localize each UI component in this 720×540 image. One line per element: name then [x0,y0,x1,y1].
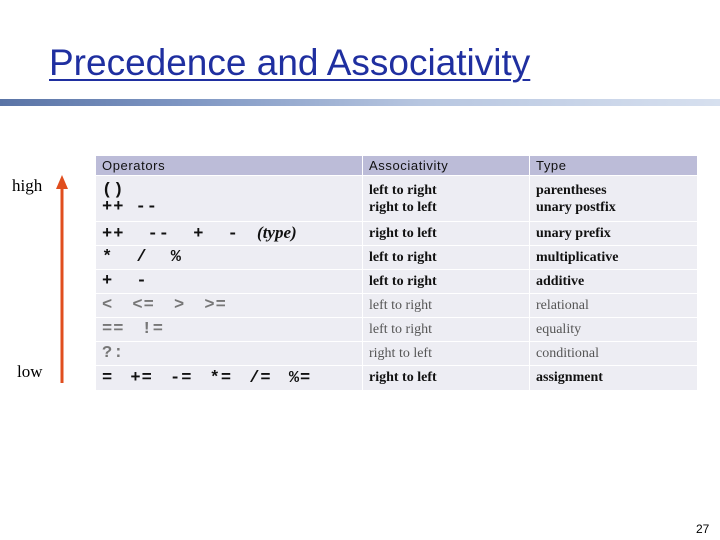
operators-cell [96,318,363,342]
operators-line: () [102,180,125,200]
precedence-table [95,155,698,391]
type-cell: unary prefix [530,222,698,246]
type-line: unary postfix [536,199,616,215]
operators-text: ++ -- + - [102,225,239,244]
table-row [96,318,698,342]
operators-text: + - [102,272,148,291]
arrow-head [56,175,68,189]
associativity-cell: right to left [363,342,530,366]
operators-cell [96,342,363,366]
operators-line: ++ -- [102,197,159,217]
associativity-line: right to left [369,199,437,215]
associativity-cell: left to right [363,318,530,342]
title-divider [0,99,720,106]
associativity-cell: right to left [363,366,530,391]
header-row [96,156,698,176]
table-row [96,342,698,366]
associativity-cell: left to right [363,246,530,270]
type-cell: assignment [530,366,698,391]
operators-text: = += -= *= /= %= [102,368,312,388]
table-row [96,176,698,222]
operators-cell [96,366,363,391]
header-associativity: Associativity [363,156,530,176]
type-line: parentheses [536,182,607,198]
operators-text: * / % [102,248,183,267]
type-cell: equality [530,318,698,342]
associativity-cell [363,176,530,222]
type-cell [530,176,698,222]
associativity-line: left to right [369,182,437,198]
operators-text: ?: [102,344,125,363]
table-row [96,246,698,270]
operators-cell [96,176,363,222]
page-number: 27 [696,522,710,536]
operators-cell [96,246,363,270]
operators-cell [96,294,363,318]
operators-text: == != [102,320,165,339]
table-row [96,222,698,246]
type-cell: multiplicative [530,246,698,270]
associativity-cell: left to right [363,294,530,318]
header-operators: Operators [96,156,363,176]
header-type: Type [530,156,698,176]
operators-cell [96,222,363,246]
operators-text: < <= > >= [102,296,227,315]
table-row [96,270,698,294]
table-row [96,366,698,391]
associativity-cell: left to right [363,270,530,294]
table-row [96,294,698,318]
type-cell: additive [530,270,698,294]
operators-type-cast: (type) [257,223,297,242]
type-cell: conditional [530,342,698,366]
operators-cell [96,270,363,294]
associativity-cell: right to left [363,222,530,246]
high-label: high [12,176,43,195]
arrow-shaft [61,188,64,383]
slide-title: Precedence and Associativity [49,42,531,83]
precedence-arrow-icon [56,175,68,383]
type-cell: relational [530,294,698,318]
low-label: low [17,362,43,381]
